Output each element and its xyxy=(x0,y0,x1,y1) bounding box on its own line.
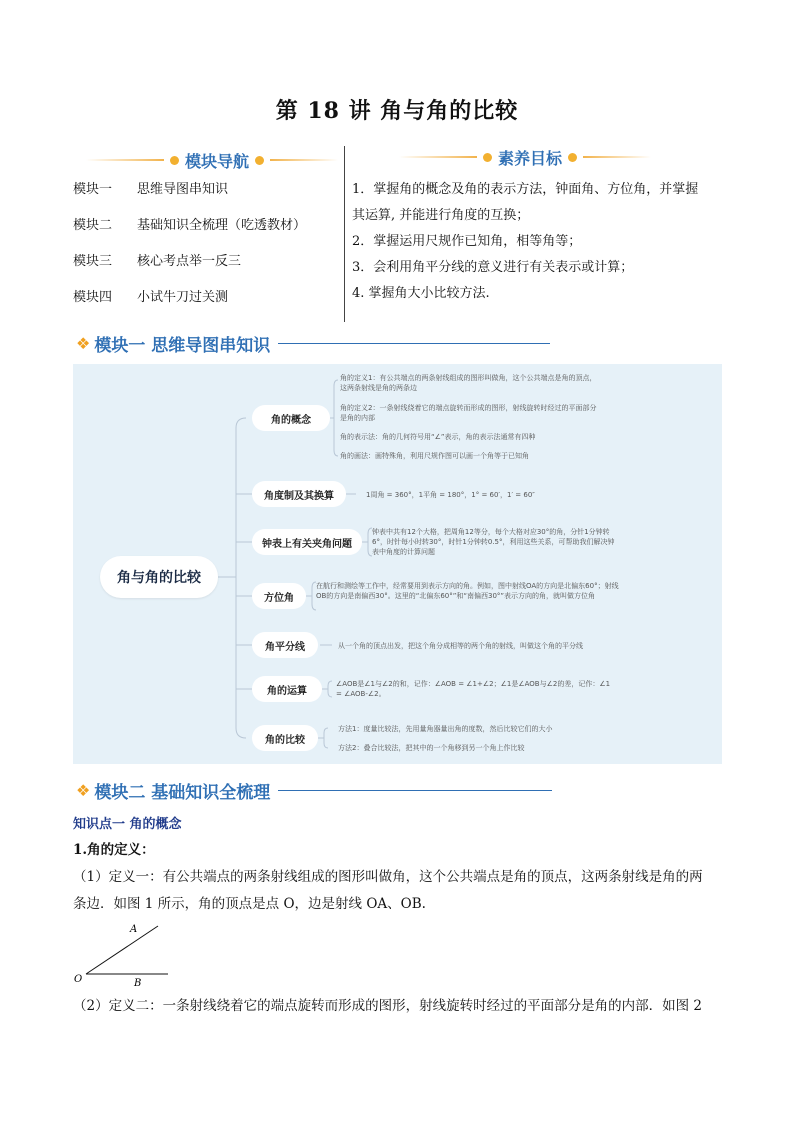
nav-item-key: 模块四 xyxy=(73,290,113,305)
diamond-arrows-icon: ❖ xyxy=(76,781,91,800)
mindmap-leaf: 在航行和测绘等工作中，经常要用到表示方向的角。例如，图中射线OA的方向是北偏东60°；射线OB的方向是南偏西30°。这里的“北偏东60°”和“南偏西30°”表示方向的角，就叫做方位角 xyxy=(316,582,619,600)
mindmap-leaf: 角的定义2：一条射线绕着它的端点旋转而形成的图形，射线旋转时经过的平面部分是角的内部 xyxy=(340,404,597,422)
mindmap-leaf: 钟表中共有12个大格，把周角12等分，每个大格对应30°的角，分针1分钟转6°，时针每小时转30°，时针1分钟转0.5°，利用这些关系，可帮助我们解决钟表中角度的计算问题 xyxy=(372,528,615,556)
point-o-label: O xyxy=(74,974,83,985)
mindmap-leaf: 角的表示法：角的几何符号用“∠”表示，角的表示法通常有四种 xyxy=(340,433,536,441)
nav-item-text: 核心考点举一反三 xyxy=(137,254,242,269)
nav-heading: 模块导航 xyxy=(184,151,249,171)
nav-item-key: 模块二 xyxy=(73,218,113,233)
goal-line: 其运算, 并能进行角度的互换； xyxy=(352,208,530,223)
knowledge-point-title: 知识点一 角的概念 xyxy=(73,817,182,832)
connector xyxy=(362,528,372,556)
goal-line: 2．掌握运用尺规作已知角，相等角等； xyxy=(352,234,582,249)
figure-1-angle xyxy=(70,918,180,990)
definition-1-line-2: 条边．如图 1 所示，角的顶点是点 O，边是射线 OA、OB. xyxy=(73,896,426,912)
module1-title: 模块一 思维导图串知识 xyxy=(94,336,271,356)
definition-heading: 1.角的定义： xyxy=(73,842,155,858)
mindmap-branch-concept: 角的概念 xyxy=(252,405,330,431)
goal-line: 3．会利用角平分线的意义进行有关表示或计算； xyxy=(352,260,634,275)
mindmap-leaf: 角的定义1：有公共端点的两条射线组成的图形叫做角，这个公共端点是角的顶点，这两条射线是角的两条边 xyxy=(340,374,597,392)
nav-item-text: 基础知识全梳理（吃透教材） xyxy=(137,218,307,233)
module2-header xyxy=(76,778,552,803)
ray-oa xyxy=(86,926,158,974)
mindmap-branch-bisector: 角平分线 xyxy=(252,632,318,658)
point-a-label: A xyxy=(130,924,138,935)
module2-rule xyxy=(278,790,552,791)
diamond-arrows-icon: ❖ xyxy=(76,334,91,353)
nav-item-text: 小试牛刀过关测 xyxy=(137,290,229,305)
connector xyxy=(306,582,316,610)
connector xyxy=(322,681,332,697)
mindmap-branch-clock: 钟表上有关夹角问题 xyxy=(252,529,362,555)
point-b-label: B xyxy=(134,978,142,989)
connector xyxy=(236,418,246,738)
mindmap-root: 角与角的比较 xyxy=(100,556,218,598)
mindmap-branch-comparison: 角的比较 xyxy=(252,725,318,751)
connector xyxy=(318,728,328,748)
mindmap-branch-operations: 角的运算 xyxy=(252,676,322,702)
definition-2-line-1: （2）定义二：一条射线绕着它的端点旋转而形成的图形，射线旋转时经过的平面部分是角的内部．如图 2 xyxy=(73,998,702,1014)
mindmap-leaf: 1周角 = 360°，1平角 = 180°，1° = 60′，1′ = 60″ xyxy=(366,491,535,499)
goal-line: 4. 掌握角大小比较方法. xyxy=(352,286,490,301)
mindmap-leaf: 从一个角的顶点出发，把这个角分成相等的两个角的射线，叫做这个角的平分线 xyxy=(338,642,583,650)
nav-item-key: 模块三 xyxy=(73,254,113,269)
mindmap-branch-bearing: 方位角 xyxy=(252,583,306,609)
connector xyxy=(330,380,338,456)
page-title: 第 18 讲 角与角的比较 xyxy=(275,98,519,124)
mindmap-leaf: 方法1：度量比较法，先用量角器量出角的度数，然后比较它们的大小 xyxy=(338,725,553,733)
nav-item-key: 模块一 xyxy=(73,182,113,197)
mindmap-leaf: 方法2：叠合比较法，把其中的一个角移到另一个角上作比较 xyxy=(338,744,525,752)
module2-title: 模块二 基础知识全梳理 xyxy=(94,783,271,803)
goal-line: 1．掌握角的概念及角的表示方法，钟面角、方位角，并掌握 xyxy=(352,182,699,197)
goals-heading: 素养目标 xyxy=(497,148,562,168)
mindmap-leaf: ∠AOB是∠1与∠2的和，记作：∠AOB = ∠1+∠2；∠1是∠AOB与∠2的差，记作：∠1 = ∠AOB-∠2。 xyxy=(336,680,611,698)
mindmap-leaf: 角的画法：画特殊角，利用尺规作图可以画一个角等于已知角 xyxy=(340,452,529,460)
definition-1-line-1: （1）定义一：有公共端点的两条射线组成的图形叫做角，这个公共端点是角的顶点，这两条射线是角的两 xyxy=(73,869,703,885)
mindmap-branch-units: 角度制及其换算 xyxy=(252,481,346,507)
nav-item-text: 思维导图串知识 xyxy=(137,182,229,197)
